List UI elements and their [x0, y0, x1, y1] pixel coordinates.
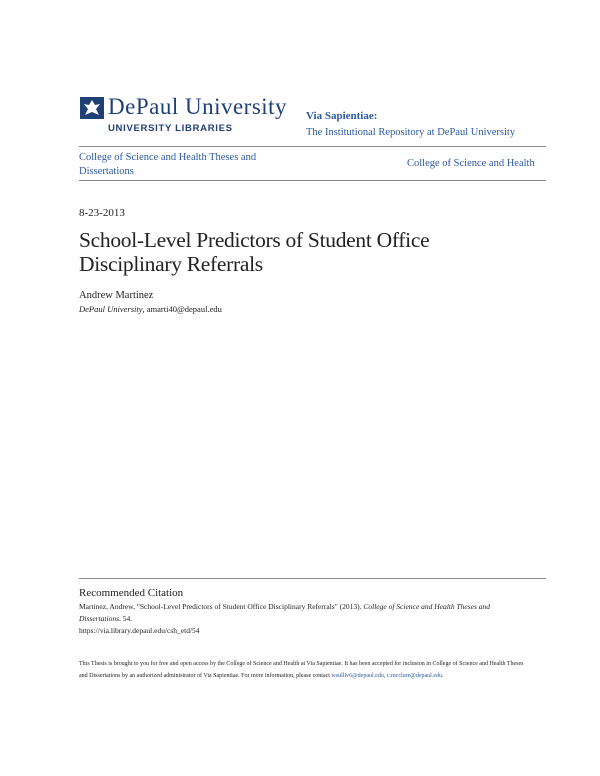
shield-icon: [79, 96, 105, 120]
author-affiliation: [79, 304, 222, 314]
contact-emails[interactable]: wsulliv6@depaul.edu, c.mcclure@depaul.edu: [331, 672, 442, 679]
citation-text: [79, 601, 529, 637]
logo-libraries-label: UNIVERSITY LIBRARIES: [108, 123, 233, 134]
citation-number: . 54.: [119, 614, 133, 623]
depaul-logo[interactable]: [79, 96, 293, 138]
collection-link[interactable]: College of Science and Health Theses and Dissertations: [79, 152, 257, 177]
citation-divider: [79, 578, 546, 579]
affiliation-name: DePaul University: [79, 304, 143, 314]
repository-title[interactable]: Via Sapientiae:: [306, 110, 378, 122]
author-email: , amarti40@depaul.edu: [142, 304, 222, 314]
citation-heading: Recommended Citation: [79, 587, 184, 599]
notice-text: This Thesis is brought to you for free and open access by the College of Science and Health at Via Sapientiae. It has been accepted for inclusion in College of Science and Health Theses and Dissertations by an authorized administrator of Via Sapientiae. For more information, please contact: [79, 661, 524, 679]
publication-date: 8-23-2013: [79, 207, 125, 219]
logo-university-name: DePaul University: [108, 94, 288, 119]
citation-url[interactable]: https://via.library.depaul.edu/csh_etd/54: [79, 626, 200, 635]
citation-body: Martinez, Andrew, "School-Level Predictors of Student Office Disciplinary Referrals" (2013).: [79, 602, 364, 611]
notice-end: .: [442, 672, 444, 679]
repository-subtitle[interactable]: The Institutional Repository at DePaul University: [306, 127, 516, 138]
college-link[interactable]: College of Science and Health: [407, 158, 535, 169]
access-notice: [79, 659, 529, 682]
author-name: Andrew Martinez: [79, 290, 154, 301]
paper-title: School-Level Predictors of Student Office Disciplinary Referrals: [79, 228, 430, 276]
collection-divider: [79, 180, 546, 181]
header-divider: [79, 146, 546, 147]
citation-series: College of Science and Health Theses and Dissertations: [79, 602, 491, 623]
